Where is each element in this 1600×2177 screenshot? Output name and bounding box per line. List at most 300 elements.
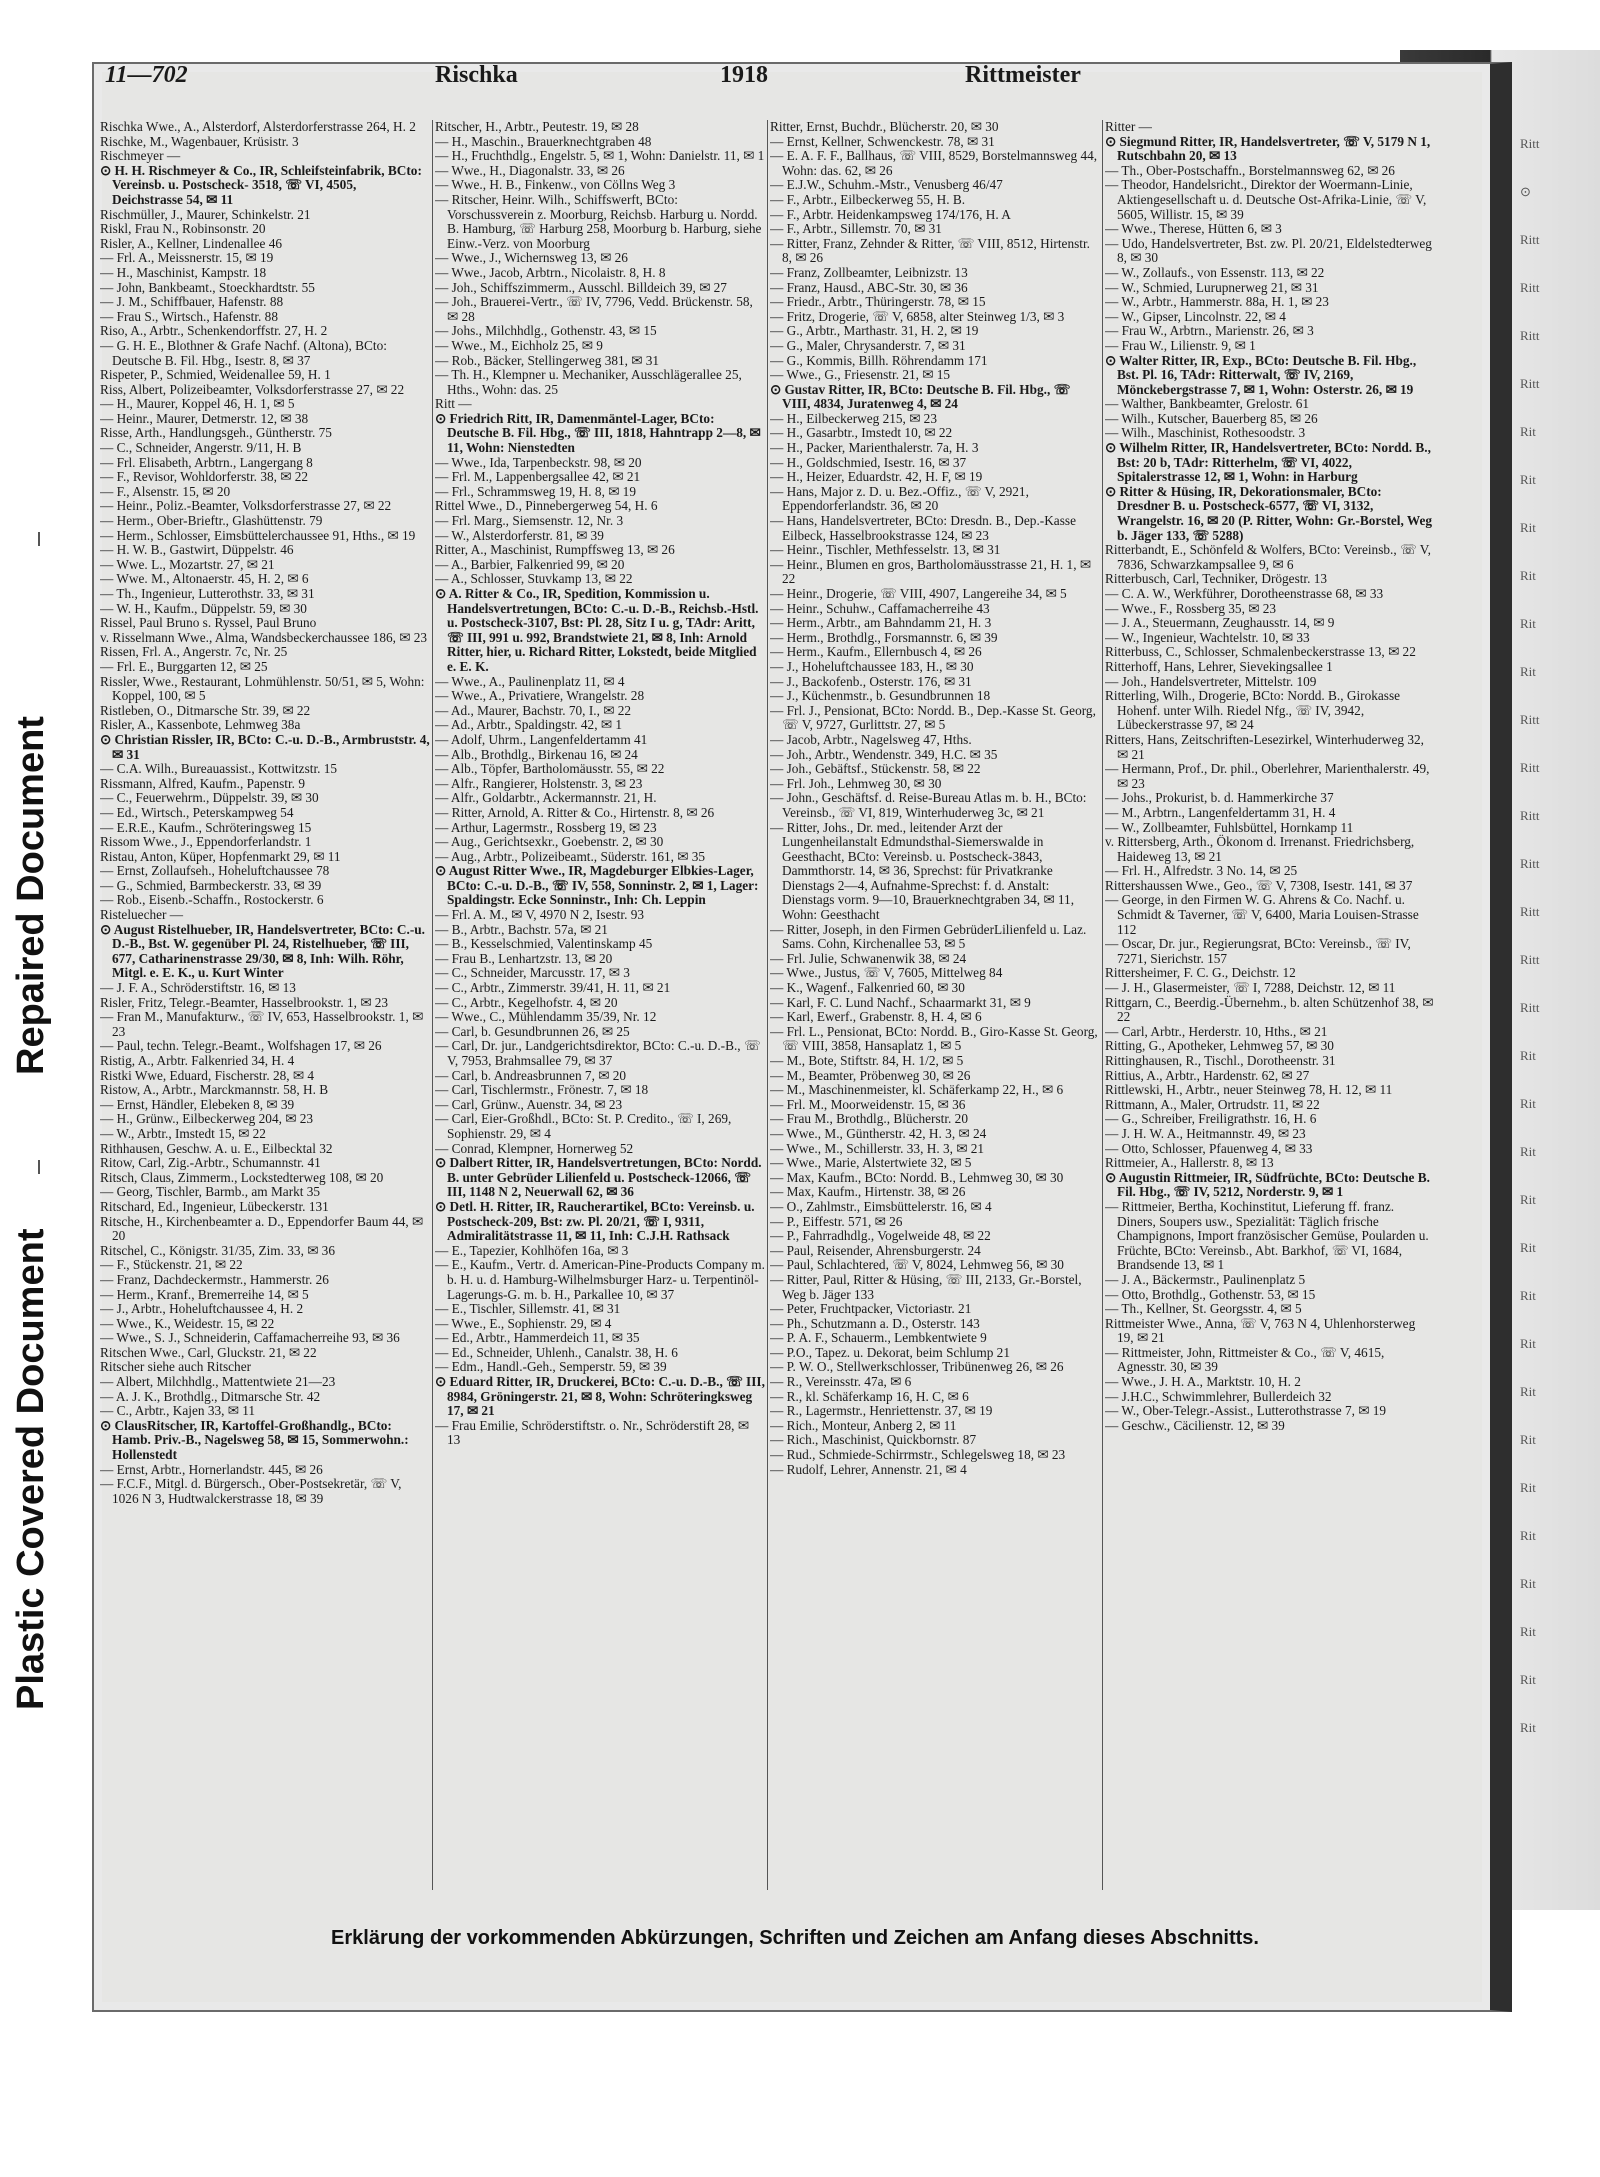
edge-fragment: Rit	[1520, 1672, 1536, 1687]
label-divider-dash	[38, 532, 40, 546]
edge-fragment: Rit	[1520, 664, 1536, 679]
directory-entry: — H., Maschin., Brauerknechtgraben 48	[435, 133, 652, 149]
directory-entry: — Wwe., J., Wichernsweg 13, ✉ 26	[435, 250, 628, 266]
directory-entry: Risler, A., Kellner, Lindenallee 46	[100, 235, 283, 251]
directory-entry: Rissmann, Alfred, Kaufm., Papenstr. 9	[100, 775, 305, 791]
directory-entry: — Wwe., H., Diagonalstr. 33, ✉ 26	[435, 162, 625, 178]
document-label-sidebar	[0, 0, 70, 2177]
directory-entry: — F., Arbtr., Eilbeckerweg 55, H. B.	[770, 191, 966, 207]
next-page-edge-fragments	[1520, 120, 1600, 1820]
directory-entry: — Carl, Eier-Großhdl., BCto: St. P. Credito., ☏ I, 269, Sophienstr. 29, ✉ 4	[435, 1111, 732, 1141]
directory-entry: — Frl. L., Pensionat, BCto: Nordd. B., Giro-Kasse St. Georg, ☏ VIII, 3858, Hansaplatz 1, ✉ 5	[770, 1023, 1098, 1054]
directory-entry: — F.C.F., Mitgl. d. Bürgersch., Ober-Postsekretär, ☏ V, 1026 N 3, Hudtwalckerstrasse 18, ✉ 39	[100, 1476, 402, 1506]
directory-entry: — Wwe. M., Altonaerstr. 45, H. 2, ✉ 6	[100, 571, 309, 587]
directory-entry: — Rich., Maschinist, Quickbornstr. 87	[770, 1432, 977, 1448]
directory-entry: — Aug., Arbtr., Polizeibeamt., Süderstr. 161, ✉ 35	[435, 848, 706, 864]
directory-entry: — P. A. F., Schauerm., Lembkentwiete 9	[770, 1330, 987, 1346]
edge-fragment: Rit	[1520, 1720, 1536, 1735]
directory-entry: — W., Gipser, Lincolnstr. 22, ✉ 4	[1105, 308, 1286, 324]
edge-fragment: Ritt	[1520, 232, 1540, 247]
directory-entry: — Joh., Brauerei-Vertr., ☏ IV, 7796, Vedd. Brückenstr. 58, ✉ 28	[435, 294, 753, 324]
directory-entry: — Fritz, Drogerie, ☏ V, 6858, alter Steinweg 1/3, ✉ 3	[770, 308, 1065, 324]
directory-entry: — Herm., Brothdlg., Forsmannstr. 6, ✉ 39	[770, 629, 998, 645]
directory-entry: Ritter, Ernst, Buchdr., Blücherstr. 20, ✉ 30	[770, 120, 999, 134]
directory-entry: Ristow, A., Arbtr., Marckmannstr. 58, H. B	[100, 1082, 329, 1098]
directory-entry: — Heinr., Drogerie, ☏ VIII, 4907, Langereihe 34, ✉ 5	[770, 586, 1067, 601]
directory-entry: — W., Zollaufs., von Essenstr. 113, ✉ 22	[1105, 264, 1325, 280]
directory-entry: — Wwe., F., Rossberg 35, ✉ 23	[1105, 600, 1276, 616]
directory-entry: Rittmeister Wwe., Anna, ☏ V, 763 N 4, Uhlenhorsterweg 19, ✉ 21	[1105, 1315, 1416, 1346]
directory-entry: — Wwe., A., Paulinenplatz 11, ✉ 4	[435, 673, 625, 689]
directory-entry: Ritterbusch, Carl, Techniker, Drögestr. 13	[1105, 571, 1328, 587]
directory-entry: — J. M., Schiffbauer, Hafenstr. 88	[100, 294, 284, 310]
directory-entry: — J., Hoheluftchaussee 183, H., ✉ 30	[770, 658, 974, 674]
header-year: 1918	[720, 62, 768, 88]
directory-entry: Rittmann, A., Maler, Ortrudstr. 11, ✉ 22	[1105, 1096, 1320, 1112]
directory-entry: — Joh., Gebäftsf., Stückenstr. 58, ✉ 22	[770, 761, 981, 777]
running-header	[105, 62, 1415, 86]
directory-entry: Ristki Wwe, Eduard, Fischerstr. 28, ✉ 4	[100, 1067, 315, 1083]
directory-entry: ⊙ Friedrich Ritt, IR, Damenmäntel-Lager, BCto: Deutsche B. Fil. Hbg., ☏ III, 1818, Hahntrapp 2—8, ✉ 11, Wohn: Nienstedten	[435, 410, 761, 456]
directory-entry: — Wwe., H. B., Finkenw., von Cöllns Weg 3	[435, 177, 676, 193]
directory-entry: — E.R.E., Kaufm., Schröteringsweg 15	[100, 819, 312, 835]
directory-entry: — Herm., Kaufm., Ellernbusch 4, ✉ 26	[770, 644, 982, 660]
edge-fragment: Rit	[1520, 520, 1536, 535]
directory-entry: — Frau B., Lenhartzstr. 13, ✉ 20	[435, 950, 613, 966]
directory-entry: Rischke, M., Wagenbauer, Krüsistr. 3	[100, 133, 299, 149]
directory-entry: — Georg, Tischler, Barmb., am Markt 35	[100, 1184, 321, 1200]
directory-entry: — Frau S., Wirtsch., Hafenstr. 88	[100, 308, 278, 324]
directory-entry: Rispeter, P., Schmied, Weidenallee 59, H. 1	[100, 367, 331, 383]
directory-entry: Rithhausen, Geschw. A. u. E., Eilbecktal 32	[100, 1140, 333, 1156]
directory-entry: — Frl. J., Pensionat, BCto: Nordd. B., Dep.-Kasse St. Georg, ☏ V, 9727, Gurlittstr. 27, ✉ 5	[770, 702, 1096, 733]
directory-entry: — J. H. W. A., Heitmannstr. 49, ✉ 23	[1105, 1125, 1306, 1141]
label-divider-dash	[38, 1160, 40, 1174]
directory-entry: — Paul, Schlachtered, ☏ V, 8024, Lehmweg 56, ✉ 30	[770, 1257, 1064, 1273]
directory-entry: — A. J. K., Brothdlg., Ditmarsche Str. 42	[100, 1388, 321, 1404]
directory-entry: — Frl. A. M., ✉ V, 4970 N 2, Isestr. 93	[435, 907, 645, 923]
directory-entry: — Rob., Bäcker, Stellingerweg 381, ✉ 31	[435, 352, 660, 368]
directory-entry: — Otto, Schlosser, Pfauenweg 4, ✉ 33	[1105, 1140, 1313, 1156]
directory-entry: ⊙ Gustav Ritter, IR, BCto: Deutsche B. Fil. Hbg., ☏ VIII, 4834, Juratenweg 4, ✉ 24	[770, 381, 1071, 412]
directory-entry: Riss, Albert, Polizeibeamter, Volksdorferstrasse 27, ✉ 22	[100, 381, 405, 397]
directory-entry: Rischka Wwe., A., Alsterdorf, Alsterdorferstrasse 264, H. 2	[100, 120, 416, 134]
directory-entry: — Carl, b. Gesundbrunnen 26, ✉ 25	[435, 1023, 630, 1039]
edge-fragment: Rit	[1520, 616, 1536, 631]
directory-entry: — H., Heizer, Eduardstr. 42, H. F, ✉ 19	[770, 469, 983, 485]
directory-entry: — Frl. Elisabeth, Arbtrn., Langergang 8	[100, 454, 313, 470]
directory-entry: ⊙ Augustin Rittmeier, IR, Südfrüchte, BCto: Deutsche B. Fil. Hbg., ☏ IV, 5212, Norderstr. 9, ✉ 1	[1105, 1169, 1430, 1200]
directory-entry: ⊙ Wilhelm Ritter, IR, Handelsvertreter, BCto: Nordd. B., Bst: 20 b, TAdr: Ritterhelm, ☏ VI, 4022, Spitalerstrasse 12, ✉ 1, Wohn: in Harburg	[1105, 440, 1431, 485]
directory-entry: — E. A. F. F., Ballhaus, ☏ VIII, 8529, Borstelmannsweg 44, Wohn: das. 62, ✉ 26	[770, 148, 1098, 178]
directory-entry: — Wilh., Maschinist, Rothesoodstr. 3	[1105, 425, 1306, 441]
directory-entry: — Frau W., Lilienstr. 9, ✉ 1	[1105, 337, 1256, 353]
directory-entry: — W., Alsterdorferstr. 81, ✉ 39	[435, 527, 604, 543]
directory-entry: Rissel, Paul Bruno s. Ryssel, Paul Bruno	[100, 615, 317, 631]
directory-entry: Rittgarn, C., Beerdig.-Übernehm., b. alten Schützenhof 38, ✉ 22	[1105, 994, 1434, 1025]
directory-entry: Riso, A., Arbtr., Schenkendorffstr. 27, H. 2	[100, 323, 328, 339]
page-number: 11—702	[105, 62, 188, 88]
directory-entry: — H. W. B., Gastwirt, Düppelstr. 46	[100, 542, 294, 558]
edge-fragment: Ritt	[1520, 952, 1540, 967]
abbreviation-footnote: Erklärung der vorkommenden Abkürzungen, Schriften und Zeichen am Anfang dieses Abschnitts.	[331, 1927, 1259, 1949]
directory-entry: — G. H. E., Blothner & Grafe Nachf. (Altona), BCto: Deutsche B. Fil. Hbg., Isestr. 8, ✉ 37	[100, 337, 387, 368]
directory-entry: — Wwe., Justus, ☏ V, 7605, Mittelweg 84	[770, 965, 1003, 981]
edge-fragment: Rit	[1520, 472, 1536, 487]
directory-entry: — Karl, F. C. Lund Nachf., Schaarmarkt 31, ✉ 9	[770, 994, 1031, 1010]
directory-entry: Ritschen Wwe., Carl, Gluckstr. 21, ✉ 22	[100, 1344, 317, 1360]
directory-entry: ⊙ Walter Ritter, IR, Exp., BCto: Deutsche B. Fil. Hbg., Bst. Pl. 16, TAdr: Ritterwalt, ☏ IV, 2169, Mönckebergstrasse 7, ✉ 1, Wohn: Osterstr. 26, ✉ 19	[1105, 352, 1417, 397]
directory-entry: — H., Gasarbtr., Imstedt 10, ✉ 22	[770, 425, 953, 441]
directory-entry: — Wwe., Ida, Tarpenbeckstr. 98, ✉ 20	[435, 454, 642, 470]
directory-entry: — Edm., Handl.-Geh., Semperstr. 59, ✉ 39	[435, 1359, 667, 1375]
directory-entry: — Franz, Dachdeckermstr., Hammerstr. 26	[100, 1271, 329, 1287]
directory-entry: Rischmüller, J., Maurer, Schinkelstr. 21	[100, 206, 311, 222]
directory-entry: — Frl. A., Meissnerstr. 15, ✉ 19	[100, 250, 274, 266]
directory-entry: — Ernst, Arbtr., Hornerlandstr. 445, ✉ 26	[100, 1461, 323, 1477]
directory-entry: Rittius, A., Arbtr., Hardenstr. 62, ✉ 27	[1105, 1067, 1310, 1083]
directory-entry: Ristig, A., Arbtr. Falkenried 34, H. 4	[100, 1053, 295, 1068]
directory-entry: — Joh., Arbtr., Wendenstr. 349, H.C. ✉ 35	[770, 746, 998, 762]
directory-entry: — C., Schneider, Marcusstr. 17, ✉ 3	[435, 965, 630, 981]
directory-entry: — H., Maurer, Koppel 46, H. 1, ✉ 5	[100, 396, 295, 412]
directory-entry: — Ernst, Zollaufseh., Hoheluftchaussee 78	[100, 863, 330, 879]
directory-entry: — P., Eiffestr. 571, ✉ 26	[770, 1213, 903, 1229]
directory-entry: — E., Kaufm., Vertr. d. American-Pine-Products Company m. b. H. u. d. Hamburg-Wilhelmsburger Harz- u. Terpentinöl-Lagerungs-G. m. b. H., Parkallee 10, ✉ 37	[435, 1257, 765, 1302]
directory-entry: — Max, Kaufm., BCto: Nordd. B., Lehmweg 30, ✉ 30	[770, 1169, 1064, 1185]
directory-entry: ⊙ ClausRitscher, IR, Kartoffel-Großhandlg., BCto: Hamb. Priv.-B., Nagelsweg 58, ✉ 15, Sommerwohn.: Hollenstedt	[100, 1417, 409, 1463]
plastic-covered-document-label: Plastic Covered Document	[10, 1228, 52, 1710]
directory-entry: — Herm., Kranf., Bremerreihe 14, ✉ 5	[100, 1286, 309, 1302]
directory-entry: Ritt —	[435, 396, 472, 412]
directory-entry: — Ernst, Kellner, Schwenckestr. 78, ✉ 31	[770, 133, 995, 149]
directory-entry: — F., Alsenstr. 15, ✉ 20	[100, 483, 231, 499]
directory-entry: ⊙ Detl. H. Ritter, IR, Raucherartikel, BCto: Vereinsb. u. Postscheck-209, Bst: zw. Pl. 20/21, ☏ I, 9311, Admiralitätstrasse 11, ✉ 11, Inh: C.J.H. Rathsack	[435, 1198, 755, 1244]
directory-entry: — M., Bote, Stiftstr. 84, H. 1/2, ✉ 5	[770, 1053, 964, 1068]
directory-entry: — Hans, Handelsvertreter, BCto: Dresdn. B., Dep.-Kasse Eilbeck, Hasselbrookstrasse 124, ✉ 23	[770, 513, 1076, 543]
directory-entry: — Rob., Eisenb.-Schaffn., Rostockerstr. 6	[100, 892, 324, 908]
directory-entry: — Th., Ober-Postschaffn., Borstelmannsweg 62, ✉ 26	[1105, 162, 1395, 178]
directory-entry: — G., Kommis, Billh. Röhrendamm 171	[770, 352, 988, 368]
directory-entry: Ritscher, H., Arbtr., Peutestr. 19, ✉ 28	[435, 120, 639, 134]
directory-entry: Ritsch, Claus, Zimmerm., Lockstedterweg 108, ✉ 20	[100, 1169, 384, 1185]
directory-entry: — Franz, Hausd., ABC-Str. 30, ✉ 36	[770, 279, 968, 295]
directory-entry: — W., Zollbeamter, Fuhlsbüttel, Hornkamp 11	[1105, 819, 1354, 835]
directory-entry: — Adolf, Uhrm., Langenfeldertamm 41	[435, 731, 648, 747]
directory-entry: — Wwe., M., Güntherstr. 42, H. 3, ✉ 24	[770, 1125, 987, 1141]
directory-entry: — Jacob, Arbtr., Nagelsweg 47, Hths.	[770, 731, 972, 747]
directory-entry: — Heinr., Maurer, Detmerstr. 12, ✉ 38	[100, 410, 309, 426]
directory-entry: — C., Feuerwehrm., Düppelstr. 39, ✉ 30	[100, 790, 319, 806]
edge-fragment: Ritt	[1520, 1000, 1540, 1015]
directory-entry: — Ed., Wirtsch., Peterskampweg 54	[100, 804, 294, 820]
directory-entry: — W. H., Kaufm., Düppelstr. 59, ✉ 30	[100, 600, 307, 616]
edge-fragment: Ritt	[1520, 760, 1540, 775]
directory-entry: — J. H., Glasermeister, ☏ I, 7288, Deichstr. 12, ✉ 11	[1105, 980, 1396, 996]
directory-entry: Risteluecher —	[100, 907, 184, 923]
directory-entry: — Alb., Töpfer, Bartholomäusstr. 55, ✉ 22	[435, 761, 665, 777]
edge-fragment: Rit	[1520, 1192, 1536, 1207]
directory-entry: — Carl, Arbtr., Herderstr. 10, Hths., ✉ 21	[1105, 1023, 1328, 1039]
directory-entry: — H., Packer, Marienthalerstr. 7a, H. 3	[770, 440, 979, 456]
directory-entry: — Frl., Schrammsweg 19, H. 8, ✉ 19	[435, 483, 636, 499]
edge-fragment: Ritt	[1520, 376, 1540, 391]
directory-entry: — Franz, Zollbeamter, Leibnizstr. 13	[770, 264, 968, 280]
directory-entry: — Heinr., Schuhw., Caffamacherreihe 43	[770, 600, 990, 616]
directory-entry: Ritsche, H., Kirchenbeamter a. D., Eppendorfer Baum 44, ✉ 20	[100, 1213, 424, 1244]
directory-entry: — A., Schlosser, Stuvkamp 13, ✉ 22	[435, 571, 633, 587]
directory-entry: — Carl, Grünw., Auenstr. 34, ✉ 23	[435, 1096, 623, 1112]
directory-entry: — Frl. M., Moorweidenstr. 15, ✉ 36	[770, 1096, 966, 1112]
directory-entry: — Frau M., Brothdlg., Blücherstr. 20	[770, 1111, 968, 1127]
directory-column-3	[770, 120, 1100, 1890]
directory-entry: Ritscher siehe auch Ritscher	[100, 1359, 252, 1375]
directory-columns	[100, 120, 1460, 1890]
directory-entry: — C., Arbtr., Kajen 33, ✉ 11	[100, 1403, 256, 1419]
directory-entry: — Aug., Gerichtsexkr., Goebenstr. 2, ✉ 30	[435, 834, 664, 850]
edge-fragment: Rit	[1520, 1096, 1536, 1111]
directory-entry: — H., Maschinist, Kampstr. 18	[100, 264, 267, 280]
directory-entry: — F., Stückenstr. 21, ✉ 22	[100, 1257, 243, 1273]
directory-entry: ⊙ H. H. Rischmeyer & Co., IR, Schleifsteinfabrik, BCto: Vereinsb. u. Postscheck- 3518, ☏ VI, 4505, Deichstrasse 54, ✉ 11	[100, 162, 422, 207]
directory-entry: — C., Arbtr., Zimmerstr. 39/41, H. 11, ✉ 21	[435, 980, 671, 996]
directory-entry: — Johs., Prokurist, b. d. Hammerkirche 37	[1105, 790, 1334, 806]
edge-fragment: Rit	[1520, 1432, 1536, 1447]
directory-entry: — Frl. Julie, Schwanenwik 38, ✉ 24	[770, 950, 967, 966]
directory-entry: — C.A. Wilh., Bureauassist., Kottwitzstr. 15	[100, 761, 338, 777]
directory-entry: — Walther, Bankbeamter, Grelostr. 61	[1105, 396, 1310, 412]
directory-entry: Risler, Fritz, Telegr.-Beamter, Hasselbrookstr. 1, ✉ 23	[100, 994, 389, 1010]
directory-entry: — Theodor, Handelsricht., Direktor der Woermann-Linie, Aktiengesellschaft u. d. Deutsche Ost-Afrika-Linie, ☏ V, 5605, Willistr. 15, ✉ 39	[1105, 177, 1427, 222]
directory-entry: — Ritter, Franz, Zehnder & Ritter, ☏ VIII, 8512, Hirtenstr. 8, ✉ 26	[770, 235, 1090, 266]
directory-entry: — Herm., Arbtr., am Bahndamm 21, H. 3	[770, 615, 992, 631]
directory-entry: — Rich., Monteur, Anberg 2, ✉ 11	[770, 1417, 957, 1433]
directory-entry: — George, in den Firmen W. G. Ahrens & Co. Nachf. u. Schmidt & Taverner, ☏ V, 6400, Maria Louisen-Strasse 112	[1105, 892, 1419, 937]
directory-entry: — W., Ober-Telegr.-Assist., Lutterothstrasse 7, ✉ 19	[1105, 1403, 1387, 1419]
directory-entry: — B., Arbtr., Bachstr. 57a, ✉ 21	[435, 921, 608, 937]
header-last-keyword: Rittmeister	[965, 62, 1081, 88]
directory-entry: — J., Backofenb., Osterstr. 176, ✉ 31	[770, 673, 972, 689]
directory-entry: — Wwe., Therese, Hütten 6, ✉ 3	[1105, 221, 1282, 237]
directory-entry: — Ph., Schutzmann a. D., Osterstr. 143	[770, 1315, 980, 1331]
directory-entry: — G., Schmied, Barmbeckerstr. 33, ✉ 39	[100, 877, 322, 893]
directory-entry: — Karl, Ewerf., Grabenstr. 8, H. 4, ✉ 6	[770, 1009, 982, 1025]
edge-fragment: Ritt	[1520, 856, 1540, 871]
edge-fragment: Rit	[1520, 568, 1536, 583]
directory-entry: Ritterbandt, E., Schönfeld & Wolfers, BCto: Vereinsb., ☏ V, 7836, Schwarzkampsallee 9, ✉ 6	[1105, 542, 1431, 572]
edge-fragment: Ritt	[1520, 712, 1540, 727]
directory-entry: — H., Eilbeckerweg 215, ✉ 23	[770, 410, 937, 426]
directory-entry: — J.H.C., Schwimmlehrer, Bullerdeich 32	[1105, 1388, 1332, 1404]
directory-entry: — Herm., Schlosser, Eimsbüttelerchaussee 91, Hths., ✉ 19	[100, 527, 416, 543]
directory-entry: Ritschard, Ed., Ingenieur, Lübeckerstr. 131	[100, 1198, 329, 1214]
directory-entry: — J. A., Bäckermstr., Paulinenplatz 5	[1105, 1271, 1306, 1287]
edge-fragment: ⊙	[1520, 184, 1531, 199]
directory-entry: Rissler, Wwe., Restaurant, Lohmühlenstr. 50/51, ✉ 5, Wohn: Koppel, 100, ✉ 5	[100, 673, 425, 704]
directory-entry: Ritting, G., Apotheker, Lehmweg 57, ✉ 30	[1105, 1038, 1334, 1054]
directory-entry: — Paul, Reisender, Ahrensburgerstr. 24	[770, 1242, 981, 1258]
directory-entry: — Heinr., Poliz.-Beamter, Volksdorferstrasse 27, ✉ 22	[100, 498, 392, 514]
directory-entry: — Th., Kellner, St. Georgsstr. 4, ✉ 5	[1105, 1301, 1302, 1317]
directory-entry: — Alfr., Goldarbtr., Ackermannstr. 21, H.	[435, 790, 657, 806]
directory-entry: — Wwe., M., Schillerstr. 33, H. 3, ✉ 21	[770, 1140, 985, 1156]
directory-entry: — G., Arbtr., Marthastr. 31, H. 2, ✉ 19	[770, 323, 979, 339]
directory-entry: — C., Schneider, Angerstr. 9/11, H. B	[100, 440, 302, 456]
directory-entry: — Udo, Handelsvertreter, Bst. zw. Pl. 20/21, Eldelstedterweg 8, ✉ 30	[1105, 235, 1432, 266]
directory-entry: — Ed., Arbtr., Hammerdeich 11, ✉ 35	[435, 1330, 640, 1346]
directory-entry: — W., Arbtr., Imstedt 15, ✉ 22	[100, 1125, 266, 1141]
directory-entry: ⊙ August Ritter Wwe., IR, Magdeburger Elbkies-Lager, BCto: C.-u. D.-B., ☏ IV, 558, Sonninstr. 2, ✉ 1, Lager: Spaldingstr. Ecke Sonninstr., Inh: Ch. Leppin	[435, 863, 759, 908]
directory-entry: — Th. H., Klempner u. Mechaniker, Ausschlägerallee 25, Hths., Wohn: das. 25	[435, 367, 742, 397]
directory-entry: — H., Fruchthdlg., Engelstr. 5, ✉ 1, Wohn: Danielstr. 11, ✉ 1	[435, 148, 765, 164]
directory-entry: — Conrad, Klempner, Hornerweg 52	[435, 1140, 634, 1156]
directory-entry: — Hermann, Prof., Dr. phil., Oberlehrer, Marienthalerstr. 49, ✉ 23	[1105, 761, 1430, 791]
directory-entry: — R., kl. Schäferkamp 16, H. C, ✉ 6	[770, 1388, 969, 1404]
directory-entry: — J., Küchenmstr., b. Gesundbrunnen 18	[770, 688, 991, 704]
directory-entry: — John, Bankbeamt., Stoeckhardtstr. 55	[100, 279, 315, 295]
directory-entry: Ritter —	[1105, 120, 1152, 134]
directory-entry: — Wwe. L., Mozartstr. 27, ✉ 21	[100, 556, 275, 572]
directory-entry: — Frau Emilie, Schröderstiftstr. o. Nr., Schröderstift 28, ✉ 13	[435, 1417, 749, 1448]
edge-fragment: Ritt	[1520, 136, 1540, 151]
directory-entry: — Joh., Handelsvertreter, Mittelstr. 109	[1105, 673, 1317, 689]
directory-entry: — Wwe., Marie, Alstertwiete 32, ✉ 5	[770, 1155, 972, 1171]
directory-entry: Rischmeyer —	[100, 148, 181, 164]
directory-entry: — Frau W., Arbtrn., Marienstr. 26, ✉ 3	[1105, 323, 1314, 339]
directory-entry: — John., Geschäftsf. d. Reise-Bureau Atlas m. b. H., BCto: Vereinsb., ☏ VI, 819, Winterhuderweg 3c, ✉ 21	[770, 790, 1087, 820]
directory-entry: — Fran M., Manufakturw., ☏ IV, 653, Hasselbrookstr. 1, ✉ 23	[100, 1009, 424, 1039]
directory-entry: Ristau, Anton, Küper, Hopfenmarkt 29, ✉ 11	[100, 848, 341, 864]
directory-entry: Ristleben, O., Ditmarsche Str. 39, ✉ 22	[100, 702, 311, 718]
directory-entry: — R., Lagermstr., Henriettenstr. 37, ✉ 19	[770, 1403, 993, 1419]
directory-entry: Ritters, Hans, Zeitschriften-Lesezirkel, Winterhuderweg 32, ✉ 21	[1105, 731, 1424, 762]
edge-fragment: Rit	[1520, 1288, 1536, 1303]
directory-entry: — Ad., Arbtr., Spaldingstr. 42, ✉ 1	[435, 717, 622, 733]
directory-entry: — A., Barbier, Falkenried 99, ✉ 20	[435, 556, 625, 572]
directory-entry: — Friedr., Arbtr., Thüringerstr. 78, ✉ 15	[770, 294, 986, 310]
directory-entry: — Ernst, Händler, Elebeken 8, ✉ 39	[100, 1096, 295, 1112]
directory-entry: ⊙ A. Ritter & Co., IR, Spedition, Kommission u. Handelsvertretungen, BCto: C.-u. D.-B., Reichsb.-Hstl. u. Postscheck-3107, Bst: Pl. 28, Sitz I u. g, TAdr: Aritt, ☏ III, 991 u. 992, Brandstwiete 21, ✉ 8, Inh: Arnold Ritter, hier, u. Richard Ritter, Lokstedt, beide Mitglied e. E. K.	[435, 586, 759, 674]
directory-entry: Rittlewski, H., Arbtr., neuer Steinweg 78, H. 12, ✉ 11	[1105, 1082, 1393, 1098]
directory-entry: — Wwe., M., Eichholz 25, ✉ 9	[435, 337, 603, 353]
edge-fragment: Rit	[1520, 1576, 1536, 1591]
directory-entry: — M., Beamter, Pröbenweg 30, ✉ 26	[770, 1067, 971, 1083]
directory-entry: — H., Goldschmied, Isestr. 16, ✉ 37	[770, 454, 967, 470]
edge-fragment: Rit	[1520, 424, 1536, 439]
directory-entry: — Paul, techn. Telegr.-Beamt., Wolfshagen 17, ✉ 26	[100, 1038, 382, 1054]
directory-entry: — E., Tapezier, Kohlhöfen 16a, ✉ 3	[435, 1242, 629, 1258]
directory-entry: — Wwe., J. H. A., Marktstr. 10, H. 2	[1105, 1374, 1301, 1390]
directory-entry: Risse, Arth., Handlungsgeh., Güntherstr. 75	[100, 425, 332, 441]
directory-entry: — Wwe., A., Privatiere, Wrangelstr. 28	[435, 688, 645, 704]
directory-entry: — Wilh., Kutscher, Bauerberg 85, ✉ 26	[1105, 410, 1318, 426]
directory-entry: Rittmeier, A., Hallerstr. 8, ✉ 13	[1105, 1155, 1274, 1171]
edge-fragment: Ritt	[1520, 328, 1540, 343]
directory-entry: — E., Tischler, Sillemstr. 41, ✉ 31	[435, 1301, 621, 1317]
directory-entry: — Frl. E., Burggarten 12, ✉ 25	[100, 658, 268, 674]
directory-entry: ⊙ Ritter & Hüsing, IR, Dekorationsmaler, BCto: Dresdner B. u. Postscheck-6577, ☏ VI, 3132, Wrangelstr. 16, ✉ 20 (P. Ritter, Wohn: Gr.-Borstel, Weg b. Jäger 133, ☏ 5288)	[1105, 483, 1433, 543]
directory-entry: — Herm., Ober-Brieftr., Glashüttenstr. 79	[100, 513, 323, 529]
edge-fragment: Rit	[1520, 1384, 1536, 1399]
directory-entry: — J. F. A., Schröderstiftstr. 16, ✉ 13	[100, 980, 296, 996]
edge-fragment: Rit	[1520, 1336, 1536, 1351]
directory-entry: — Peter, Fruchtpacker, Victoriastr. 21	[770, 1301, 972, 1317]
directory-entry: — Carl, Tischlermstr., Frönestr. 7, ✉ 18	[435, 1082, 649, 1098]
directory-entry: — G., Maler, Chrysanderstr. 7, ✉ 31	[770, 337, 966, 353]
directory-entry: Rissom Wwe., J., Eppendorferlandstr. 1	[100, 834, 312, 850]
header-first-keyword: Rischka	[435, 62, 518, 88]
edge-fragment: Rit	[1520, 1240, 1536, 1255]
edge-fragment: Rit	[1520, 1528, 1536, 1543]
directory-entry: — C. A. W., Werkführer, Dorotheenstrasse 68, ✉ 33	[1105, 586, 1384, 601]
directory-entry: — Wwe., E., Sophienstr. 29, ✉ 4	[435, 1315, 612, 1331]
directory-entry: — W., Ingenieur, Wachtelstr. 10, ✉ 33	[1105, 629, 1310, 645]
directory-entry: — W., Schmied, Lurupnerweg 21, ✉ 31	[1105, 279, 1319, 295]
directory-entry: Rittershaussen Wwe., Geo., ☏ V, 7308, Isestr. 141, ✉ 37	[1105, 877, 1413, 893]
directory-entry: — Alfr., Rangierer, Holstenstr. 3, ✉ 23	[435, 775, 643, 791]
directory-entry: — C., Arbtr., Kegelhofstr. 4, ✉ 20	[435, 994, 618, 1010]
directory-entry: — J., Arbtr., Hoheluftchaussee 4, H. 2	[100, 1301, 304, 1317]
directory-entry: ⊙ Eduard Ritter, IR, Druckerei, BCto: C.-u. D.-B., ☏ III, 8984, Gröningerstr. 21, ✉ 8, Wohn: Schröteringksweg 17, ✉ 21	[435, 1374, 765, 1419]
directory-entry: — G., Schreiber, Freiligrathstr. 16, H. 6	[1105, 1111, 1317, 1127]
directory-entry: — Ritscher, Heinr. Wilh., Schiffswerft, BCto: Vorschussverein z. Moorburg, Reichsb. Harburg u. Nordd. B. Hamburg, ☏ Harburg 258, Moorburg b. Harburg, siehe Einw.-Verz. von Moorburg	[435, 191, 762, 251]
directory-entry: Ritterhoff, Hans, Lehrer, Sievekingsallee 1	[1105, 658, 1333, 674]
edge-fragment: Rit	[1520, 1624, 1536, 1639]
directory-entry: — M., Arbtrn., Langenfeldertamm 31, H. 4	[1105, 804, 1336, 820]
directory-entry: Riskl, Frau N., Robinsonstr. 20	[100, 221, 266, 237]
directory-entry: — Ed., Schneider, Uhlenh., Canalstr. 38, H. 6	[435, 1344, 678, 1360]
directory-entry: — F., Revisor, Wohldorferstr. 38, ✉ 22	[100, 469, 309, 485]
directory-entry: — M., Maschinenmeister, kl. Schäferkamp 22, H., ✉ 6	[770, 1082, 1064, 1098]
directory-entry: — Ritter, Arnold, A. Ritter & Co., Hirtenstr. 8, ✉ 26	[435, 804, 715, 820]
directory-entry: — W., Arbtr., Hammerstr. 88a, H. 1, ✉ 23	[1105, 294, 1329, 310]
directory-entry: ⊙ Siegmund Ritter, IR, Handelsvertreter, ☏ V, 5179 N 1, Rutschbahn 20, ✉ 13	[1105, 133, 1431, 164]
directory-entry: — Alb., Brothdlg., Birkenau 16, ✉ 24	[435, 746, 638, 762]
directory-entry: — Wwe., G., Friesenstr. 21, ✉ 15	[770, 367, 951, 383]
directory-entry: ⊙ August Ristelhueber, IR, Handelsvertreter, BCto: C.-u. D.-B., Bst. W. gegenüber Pl. 24, Ristelhueber, ☏ III, 677, Catharinenstrasse 29/30, ✉ 8, Inh: Wilh. Röhr, Mitgl. e. E. K., u. Kurt Winter	[100, 921, 425, 981]
directory-entry: Ritter, A., Maschinist, Rumpffsweg 13, ✉ 26	[435, 542, 675, 558]
directory-entry: ⊙ Christian Rissler, IR, BCto: C.-u. D.-B., Armbruststr. 4, ✉ 31	[100, 731, 430, 762]
directory-column-1	[100, 120, 430, 1890]
directory-entry: — Wwe., Jacob, Arbtrn., Nicolaistr. 8, H. 8	[435, 264, 666, 280]
directory-entry: — Joh., Schiffszimmerm., Ausschl. Billdeich 39, ✉ 27	[435, 279, 727, 295]
directory-entry: ⊙ Dalbert Ritter, IR, Handelsvertretungen, BCto: Nordd. B. unter Gebrüder Lilienfeld u. Postscheck-12066, ☏ III, 1148 N 2, Neuerwall 62, ✉ 36	[435, 1155, 762, 1200]
edge-fragment: Rit	[1520, 1480, 1536, 1495]
directory-entry: — Heinr., Blumen en gros, Bartholomäusstrasse 21, H. 1, ✉ 22	[770, 556, 1091, 587]
directory-entry: Rissen, Frl. A., Angerstr. 7c, Nr. 25	[100, 644, 288, 660]
directory-entry: — Arthur, Lagermstr., Rossberg 19, ✉ 23	[435, 819, 657, 835]
directory-entry: — K., Wagenf., Falkenried 60, ✉ 30	[770, 980, 965, 996]
directory-entry: v. Rittersberg, Arth., Ökonom d. Irrenanst. Friedrichsberg, Haideweg 13, ✉ 21	[1105, 834, 1415, 864]
directory-entry: — Rittmeister, John, Rittmeister & Co., ☏ V, 4615, Agnesstr. 30, ✉ 39	[1105, 1344, 1385, 1375]
directory-entry: — F., Arbtr., Sillemstr. 70, ✉ 31	[770, 221, 942, 237]
directory-entry: — Rud., Schmiede-Schirrmstr., Schlegelsweg 18, ✉ 23	[770, 1447, 1066, 1463]
directory-entry: — J. A., Steuermann, Zeughausstr. 14, ✉ 9	[1105, 615, 1335, 631]
directory-entry: — Frl. Joh., Lehmweg 30, ✉ 30	[770, 775, 942, 791]
directory-entry: — P.O., Tapez. u. Dekorat, beim Schlump 21	[770, 1344, 1010, 1360]
directory-entry: — F., Arbtr. Heidenkampsweg 174/176, H. A	[770, 206, 1011, 222]
directory-entry: — B., Kesselschmied, Valentinskamp 45	[435, 936, 653, 952]
directory-entry: — Frl. M., Lappenbergsallee 42, ✉ 21	[435, 469, 641, 485]
directory-entry: — Max, Kaufm., Hirtenstr. 38, ✉ 26	[770, 1184, 966, 1200]
directory-entry: — H., Grünw., Eilbeckerweg 204, ✉ 23	[100, 1111, 314, 1127]
directory-entry: — Geschw., Cäcilienstr. 12, ✉ 39	[1105, 1417, 1285, 1433]
directory-entry: — P., Fahrradhdlg., Vogelweide 48, ✉ 22	[770, 1228, 991, 1244]
directory-entry: — Rittmeier, Bertha, Kochinstitut, Lieferung ff. franz. Diners, Soupers usw., Spezialität: Täglich frische Champignons, Import französischer Gemüse, Poularden u. Früchte, BCto: Vereinsb., Abt. Barkhof, ☏ VI, 1684, Brandsende 13, ✉ 1	[1105, 1198, 1429, 1273]
directory-entry: Ritow, Carl, Zig.-Arbtr., Schumannstr. 41	[100, 1155, 321, 1171]
directory-entry: — Hans, Major z. D. u. Bez.-Offiz., ☏ V, 2921, Eppendorferlandstr. 36, ✉ 20	[770, 483, 1029, 514]
directory-entry: — Heinr., Tischler, Methfesselstr. 13, ✉ 31	[770, 542, 1001, 558]
